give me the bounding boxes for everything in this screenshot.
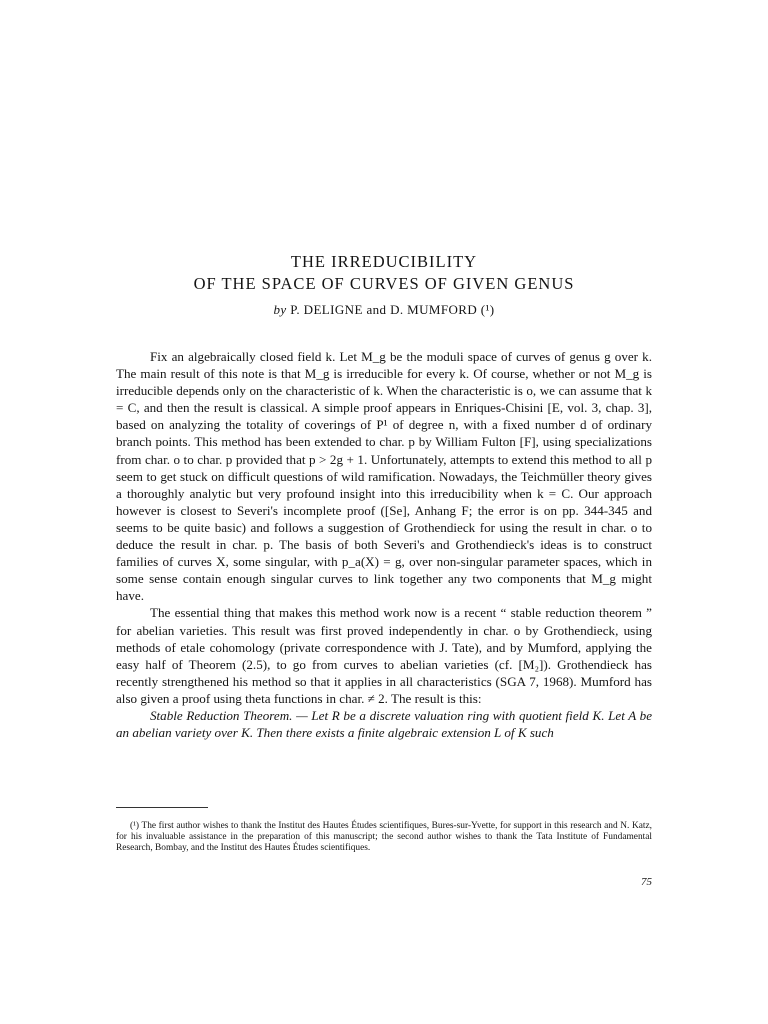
footnote [116, 821, 652, 855]
title-line-1: THE IRREDUCIBILITY [290, 252, 478, 271]
paragraph-2: The essential thing that makes this method work now is a recent “ stable reduction theorem ” for abelian varieties. This result was first proved independently in char. o by Grothendieck, using methods of etale cohomology (private correspondence with J. Tate), and by Mumford, applying the easy half of Theorem (2.5), to go from curves to abelian varieties (cf. [M₂]). Grothendieck has recently strengthened his method so that it applies in all characteristics (SGA 7, 1968). Mumford has also given a proof using theta functions in char. ≠ 2. The result is this: [116, 605, 652, 706]
footnote-text: (¹) The first author wishes to thank the Institut des Hautes Études scientifiques, Bures-sur-Yvette, for support in this research and N. Katz, for his invaluable assistance in the preparation of this manuscript; the second author wishes to thank the Tata Institute of Fundamental Research, Bombay, and the Institut des Hautes Études scientifiques. [116, 821, 652, 854]
byline [0, 302, 768, 318]
title-line-2: OF THE SPACE OF CURVES OF GIVEN GENUS [193, 274, 575, 293]
theorem-text: — Let R be a discrete valuation ring with quotient field K. Let A be an abelian variety over K. Then there exists a finite algebraic extension L of K such [116, 707, 653, 741]
byline-authors: P. DELIGNE and D. MUMFORD (¹) [290, 302, 495, 317]
footnote-rule [116, 807, 208, 808]
theorem-label: Stable Reduction Theorem. [150, 707, 293, 723]
paragraph-1: Fix an algebraically closed field k. Let M_g be the moduli space of curves of genus g over k. The main result of this note is that M_g is irreducible for every k. Of course, whether or not M_g is irreducible depends only on the characteristic of k. When the characteristic is o, we can assume that k = C, and then the result is classical. A simple proof appears in Enriques-Chisini [E, vol. 3, chap. 3], based on analyzing the totality of coverings of P¹ of degree n, with a fixed number d of ordinary branch points. This method has been extended to char. p by William Fulton [F], using specializations from char. o to char. p provided that p > 2g + 1. Unfortunately, attempts to extend this method to all p seem to get stuck on difficult questions of wild ramification. Nowadays, the Teichmüller theory gives a thoroughly analytic but very profound insight into this irreducibility when k = C. Our approach however is closest to Severi's incomplete proof ([Se], Anhang F; the error is on pp. 344-345 and seems to be quite basic) and follows a suggestion of Grothendieck for using the result in char. o to deduce the result in char. p. The basis of both Severi's and Grothendieck's ideas is to construct families of curves X, some singular, with p_a(X) = g, over non-singular parameter spaces, which in some sense contain enough singular curves to link together any two components that M_g might have. [116, 349, 652, 604]
theorem-statement [116, 707, 652, 741]
page-number: 75 [641, 876, 652, 888]
body-text [116, 348, 652, 741]
byline-by: by [273, 302, 287, 317]
